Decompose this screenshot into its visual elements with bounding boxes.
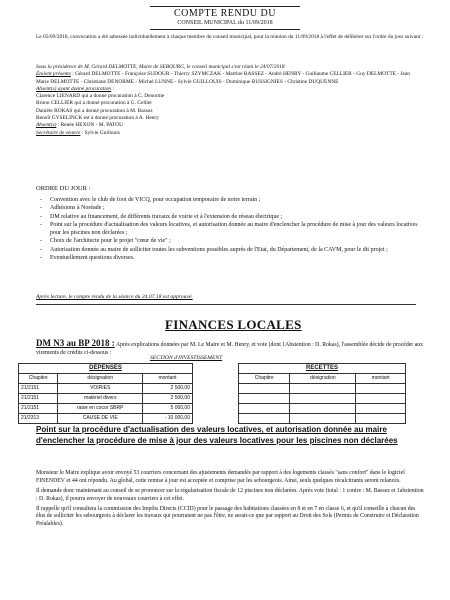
table-cell: 5 000,00 (143, 404, 193, 414)
table-cell: 21/2313 (19, 414, 58, 424)
table-cell: - 10 000,00 (143, 414, 193, 424)
agenda-item: - Choix de l'architecte pour le projet "cœur de vie" ; (36, 237, 424, 245)
table-cell: VOIRIES (58, 384, 143, 394)
presents-list: : Gérard DELMOTTE - Françoise SUDOUR - Thierry SZYMCZAK - Martine BASSEZ - André HENRY - Guillaume CELLIER - Guy DELMOTTE - Jean Marie DELMOTTE - Christiane DENORME - Michel LUNNE - Sylvie GUILLOUIS - Dominique BUSSIGNIES - Christine DUQUENNE (36, 71, 411, 85)
agenda-list (36, 196, 424, 262)
dm-paragraph (36, 337, 426, 358)
table-cell: 21/2151 (19, 384, 58, 394)
point-title: Point sur la procédure d'actualisation des valeurs locatives, et autorisation donnée au maire d'enclencher la procédure de mise à jour des valeurs locatives pour les piscines non déclarées (36, 425, 398, 445)
agenda-item: - Eventuellement questions diverses. (36, 254, 424, 262)
section-title: SECTION d'INVESTISSEMENT (150, 355, 223, 361)
table-cell: 21/2151 (19, 394, 58, 404)
column-header: montant (356, 374, 406, 384)
table-cell: raise en cocor SBRP (58, 404, 143, 414)
secretary-label: Secrétaire de séance (36, 129, 81, 136)
absent-list: : Renée HEXON - M. PATOU (57, 122, 124, 129)
absent-label: Absent(s) (36, 122, 57, 129)
secretary-name: : Sylvie Guillouis (81, 129, 120, 136)
agenda-item: - Point sur la procédure d'actualisation des valeurs locatives, et autorisation donnée au maire d'enclencher la procédure de mise à jour des valeurs locatives pour les piscines non déclarées ; (36, 221, 424, 238)
table-row (19, 384, 193, 394)
excused-label: Absent(s) ayant donné procuration : (36, 85, 114, 92)
proxy-line: Danièle ROKAS qui a donné procuration à M. Bassez (36, 107, 153, 114)
attendance-section (36, 64, 424, 137)
table-row (239, 404, 406, 414)
column-header: désignation (58, 374, 143, 384)
table-cell: matériel divers (58, 394, 143, 404)
table-row (19, 394, 193, 404)
agenda-item: - DM relative au financement, de différents travaux de voirie et à l'extension de réseau électrique ; (36, 213, 424, 221)
column-header: Chapitre (19, 374, 58, 384)
column-header: Chapitre (239, 374, 290, 384)
secretary-paragraph (36, 130, 424, 137)
table-row (19, 414, 193, 424)
table-cell: CAUSE DE VIE (58, 414, 143, 424)
document-subtitle: CONSEIL MUNICIPAL du 11/09/2018 (177, 20, 273, 26)
presents-label: Étaient présents (36, 71, 71, 78)
body-paragraph: Il rappelle qu'il consultera la commission des Impôts Directs (CCID) pour le passage des habitations classées en 8 et en 7 en classe 6, et qu'il conseille à chacun des élus de solliciter les sebourgeois à déclarer les travaux qui pourraient ne pas l'être, ne serait-ce que par rapport au Droit des Sols (Permis de Construire et Déclaration Préalables). (36, 505, 419, 528)
table-cell: 21/2151 (19, 404, 58, 414)
finances-title: FINANCES LOCALES (165, 317, 302, 332)
document-title: COMPTE RENDU DU (174, 8, 276, 19)
recettes-table (238, 363, 406, 424)
depenses-title: DÉPENSES (19, 364, 193, 374)
agenda-item: - Convention avec le club de foot de VICQ, pour occupation temporaire de notre terrain ; (36, 196, 424, 204)
divider (36, 304, 416, 305)
column-header: désignation (290, 374, 356, 384)
table-row (239, 394, 406, 404)
dm-text: Après explications données par M. Le Maire et M. Henry, et vote (dont 1Abstention : D. Rokas), l'assemblée décide de procéder aux virements de crédits ci-dessous : (36, 342, 424, 356)
column-header: montant (143, 374, 193, 384)
proxy-line: Clarence LIENARD qui a donné procuration à C. Denorme (36, 93, 165, 100)
table-cell: 2 500,00 (143, 394, 193, 404)
session-line: Sous la présidence de M. Gérard DELMOTTE, Maire de SEBOURG, le conseil municipal s'est réuni le 24/07/2018 (36, 64, 285, 70)
absent-paragraph (36, 122, 424, 129)
point-body (36, 470, 426, 531)
agenda-title: ORDRE DU JOUR : (36, 185, 91, 192)
intro-paragraph: Le 05/09/2018, convocation a été adressée individuellement à chaque membre du conseil municipal, pour la réunion du 11/09/2018 à l'effet de délibérer sur l'ordre du jour suivant : (36, 34, 424, 40)
table-row (239, 414, 406, 424)
agenda-item: - Adhésions à Noréade ; (36, 204, 424, 212)
table-row (239, 384, 406, 394)
table-row (19, 404, 193, 414)
table-cell: 2 500,00 (143, 384, 193, 394)
proxy-line: Benoît GYSELINCK est à donné procuration à A. Henry (36, 115, 159, 122)
recettes-title: RECETTES (239, 364, 406, 374)
body-paragraph: Monsieur le Maire explique avoir envoyé 53 courriers concernant des ajustements demandés par rapport à des logements classés "sans confort" dans le logiciel FINENDEV et 44 ont répondu. Au global, cette remise à jour est acceptée et comprise par les sebourgeois. Ainsi, seuls quelques récalcitrants seront relancés. (36, 470, 405, 484)
document-header (150, 6, 300, 30)
agenda-item: - Autorisation donnée au maire de solliciter toutes les subventions possibles auprès de l'Etat, du Département, de la CAVM, pour le dit projet ; (36, 246, 424, 254)
body-paragraph: Il demande donc maintenant au conseil de se prononcer sur la régularisation fiscale de 12 piscines non déclarées. Après vote (total : 1 contre : M. Bassez et 1abstention : D. Rokas), il pourra envoyer de nouveaux courriers à cet effet. (36, 487, 424, 502)
proxy-line: Bruno CELLIER qui a donné procuration à G. Cellier (36, 100, 153, 107)
presents-paragraph (36, 71, 424, 86)
dm-label: DM N3 au BP 2018 : (36, 338, 115, 348)
approval-note: Après lecture, le compte rendu de la séance du 24.07.18 est approuvé. (36, 294, 193, 300)
depenses-table (18, 363, 193, 424)
